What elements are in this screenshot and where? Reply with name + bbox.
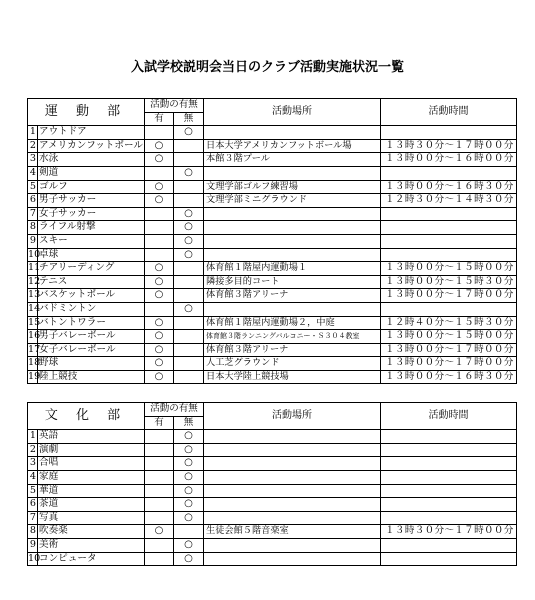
row-number: 6 xyxy=(28,498,38,512)
time-header: 活動時間 xyxy=(381,99,517,126)
row-number: 5 xyxy=(28,484,38,498)
club-name: 水泳 xyxy=(38,153,145,167)
table-row xyxy=(28,248,517,262)
activity-no-mark: ○ xyxy=(174,221,204,235)
table-row xyxy=(28,484,517,498)
activity-yes-mark xyxy=(145,166,174,180)
table-row xyxy=(28,357,517,371)
activity-time xyxy=(381,484,517,498)
activity-time: １２時３０分～１４時３０分 xyxy=(381,194,517,208)
club-name: 合唱 xyxy=(38,457,145,471)
row-number: 13 xyxy=(28,289,38,303)
activity-no-mark: ○ xyxy=(174,166,204,180)
activity-no-mark: ○ xyxy=(174,538,204,552)
row-number: 12 xyxy=(28,275,38,289)
activity-place xyxy=(204,430,381,444)
time-header: 活動時間 xyxy=(381,403,517,430)
activity-place: 体育館１階屋内運動場１ xyxy=(204,262,381,276)
club-name: 吹奏楽 xyxy=(38,525,145,539)
table-row xyxy=(28,262,517,276)
row-number: 9 xyxy=(28,538,38,552)
activity-time: １３時００分～１６時００分 xyxy=(381,153,517,167)
activity-time xyxy=(381,457,517,471)
activity-yes-mark xyxy=(145,470,174,484)
activity-time: １３時００分～１７時００分 xyxy=(381,343,517,357)
activity-no-mark xyxy=(174,370,204,384)
club-name: 女子サッカー xyxy=(38,207,145,221)
club-name: アメリカンフットボール xyxy=(38,139,145,153)
row-number: 5 xyxy=(28,180,38,194)
activity-time xyxy=(381,552,517,566)
activity-no-mark: ○ xyxy=(174,511,204,525)
table-row xyxy=(28,166,517,180)
yes-header: 有 xyxy=(145,416,174,430)
table-row xyxy=(28,139,517,153)
activity-yes-mark xyxy=(145,552,174,566)
row-number: 7 xyxy=(28,207,38,221)
activity-yes-mark: ○ xyxy=(145,289,174,303)
place-header: 活動場所 xyxy=(204,403,381,430)
activity-no-mark xyxy=(174,139,204,153)
activity-yes-mark: ○ xyxy=(145,153,174,167)
activity-time: １３時３０分～１７時００分 xyxy=(381,525,517,539)
club-name: チアリーディング xyxy=(38,262,145,276)
activity-time: １３時００分～１７時００分 xyxy=(381,289,517,303)
activity-yes-mark xyxy=(145,457,174,471)
club-name: バスケットボール xyxy=(38,289,145,303)
table-row xyxy=(28,330,517,344)
activity-time: １３時００分～１５時００分 xyxy=(381,330,517,344)
activity-place: 体育館３階アリーナ xyxy=(204,343,381,357)
activity-place xyxy=(204,498,381,512)
activity-place xyxy=(204,166,381,180)
table-row xyxy=(28,126,517,140)
row-number: 3 xyxy=(28,153,38,167)
activity-place xyxy=(204,443,381,457)
activity-yes-mark xyxy=(145,538,174,552)
club-name: 演劇 xyxy=(38,443,145,457)
activity-yes-no-header: 活動の有無 xyxy=(145,403,204,417)
row-number: 15 xyxy=(28,316,38,330)
activity-no-mark: ○ xyxy=(174,484,204,498)
no-header: 無 xyxy=(174,416,204,430)
culture-section-header: 文 化 部 xyxy=(28,403,145,430)
sports-table-body xyxy=(28,126,517,384)
activity-time: １３時００分～１５時００分 xyxy=(381,262,517,276)
activity-time: １３時００分～１７時００分 xyxy=(381,357,517,371)
activity-no-mark xyxy=(174,525,204,539)
table-row xyxy=(28,430,517,444)
sports-section-header: 運 動 部 xyxy=(28,99,145,126)
table-row xyxy=(28,221,517,235)
activity-yes-mark xyxy=(145,234,174,248)
table-row xyxy=(28,153,517,167)
activity-time xyxy=(381,430,517,444)
no-header: 無 xyxy=(174,112,204,126)
row-number: 10 xyxy=(28,248,38,262)
activity-yes-mark: ○ xyxy=(145,370,174,384)
activity-place: 日本大学アメリカンフットボール場 xyxy=(204,139,381,153)
club-name: 美術 xyxy=(38,538,145,552)
table-row xyxy=(28,316,517,330)
activity-yes-no-header: 活動の有無 xyxy=(145,99,204,113)
club-name: 剣道 xyxy=(38,166,145,180)
activity-time: １３時００分～１６時３０分 xyxy=(381,180,517,194)
activity-yes-mark xyxy=(145,430,174,444)
table-row xyxy=(28,275,517,289)
activity-place: 体育館３階アリーナ xyxy=(204,289,381,303)
club-name: バドミントン xyxy=(38,302,145,316)
activity-time xyxy=(381,207,517,221)
club-name: 男子サッカー xyxy=(38,194,145,208)
row-number: 2 xyxy=(28,139,38,153)
club-name: 卓球 xyxy=(38,248,145,262)
club-name: ゴルフ xyxy=(38,180,145,194)
activity-no-mark xyxy=(174,289,204,303)
activity-yes-mark: ○ xyxy=(145,139,174,153)
activity-yes-mark: ○ xyxy=(145,343,174,357)
activity-place: 体育館３階ランニングバルコニー・Ｓ３０４教室 xyxy=(204,330,381,344)
table-row xyxy=(28,289,517,303)
activity-time xyxy=(381,498,517,512)
activity-time: １２時４０分～１５時３０分 xyxy=(381,316,517,330)
row-number: 4 xyxy=(28,166,38,180)
activity-place xyxy=(204,552,381,566)
row-number: 1 xyxy=(28,430,38,444)
activity-yes-mark xyxy=(145,302,174,316)
activity-yes-mark: ○ xyxy=(145,262,174,276)
activity-place: 人工芝グラウンド xyxy=(204,357,381,371)
activity-no-mark xyxy=(174,194,204,208)
row-number: 2 xyxy=(28,443,38,457)
activity-no-mark xyxy=(174,180,204,194)
activity-no-mark: ○ xyxy=(174,302,204,316)
activity-place xyxy=(204,234,381,248)
activity-time xyxy=(381,470,517,484)
activity-place xyxy=(204,470,381,484)
yes-header: 有 xyxy=(145,112,174,126)
club-name: コンピュータ xyxy=(38,552,145,566)
activity-place: 体育館１階屋内運動場２，中庭 xyxy=(204,316,381,330)
table-row xyxy=(28,511,517,525)
row-number: 17 xyxy=(28,343,38,357)
activity-yes-mark xyxy=(145,498,174,512)
activity-no-mark xyxy=(174,316,204,330)
table-row xyxy=(28,457,517,471)
row-number: 7 xyxy=(28,511,38,525)
activity-yes-mark xyxy=(145,207,174,221)
row-number: 6 xyxy=(28,194,38,208)
activity-place xyxy=(204,207,381,221)
table-row xyxy=(28,370,517,384)
row-number: 8 xyxy=(28,525,38,539)
sports-club-table xyxy=(27,98,517,384)
table-row xyxy=(28,194,517,208)
activity-place: 隣接多目的コート xyxy=(204,275,381,289)
row-number: 1 xyxy=(28,126,38,140)
activity-no-mark xyxy=(174,262,204,276)
club-name: 茶道 xyxy=(38,498,145,512)
row-number: 3 xyxy=(28,457,38,471)
club-name: アウトドア xyxy=(38,126,145,140)
activity-time xyxy=(381,234,517,248)
table-row xyxy=(28,498,517,512)
activity-yes-mark: ○ xyxy=(145,194,174,208)
activity-no-mark xyxy=(174,153,204,167)
activity-time xyxy=(381,166,517,180)
activity-time xyxy=(381,302,517,316)
club-name: テニス xyxy=(38,275,145,289)
row-number: 11 xyxy=(28,262,38,276)
activity-place xyxy=(204,511,381,525)
activity-place: 文理学部ゴルフ練習場 xyxy=(204,180,381,194)
activity-time: １３時３０分～１７時００分 xyxy=(381,139,517,153)
club-name: スキー xyxy=(38,234,145,248)
table-row xyxy=(28,552,517,566)
activity-yes-mark xyxy=(145,443,174,457)
club-name: バトントワラー xyxy=(38,316,145,330)
activity-no-mark: ○ xyxy=(174,470,204,484)
row-number: 9 xyxy=(28,234,38,248)
activity-no-mark xyxy=(174,357,204,371)
table-row xyxy=(28,302,517,316)
activity-yes-mark: ○ xyxy=(145,525,174,539)
table-row xyxy=(28,470,517,484)
activity-no-mark: ○ xyxy=(174,248,204,262)
activity-place xyxy=(204,248,381,262)
club-name: 英語 xyxy=(38,430,145,444)
document-title: 入試学校説明会当日のクラブ活動実施状況一覧 xyxy=(130,60,404,75)
club-name: 男子バレーボール xyxy=(38,330,145,344)
row-number: 4 xyxy=(28,470,38,484)
table-row xyxy=(28,525,517,539)
activity-time xyxy=(381,538,517,552)
club-name: 女子バレーボール xyxy=(38,343,145,357)
activity-no-mark: ○ xyxy=(174,498,204,512)
row-number: 18 xyxy=(28,357,38,371)
activity-no-mark: ○ xyxy=(174,457,204,471)
activity-no-mark xyxy=(174,343,204,357)
activity-place: 生徒会館５階音楽室 xyxy=(204,525,381,539)
club-name: 写真 xyxy=(38,511,145,525)
activity-place xyxy=(204,457,381,471)
activity-yes-mark xyxy=(145,511,174,525)
activity-yes-mark: ○ xyxy=(145,316,174,330)
club-name: ライフル射撃 xyxy=(38,221,145,235)
activity-no-mark: ○ xyxy=(174,207,204,221)
activity-time xyxy=(381,511,517,525)
activity-no-mark: ○ xyxy=(174,234,204,248)
activity-yes-mark: ○ xyxy=(145,275,174,289)
activity-no-mark: ○ xyxy=(174,430,204,444)
activity-place xyxy=(204,221,381,235)
activity-no-mark xyxy=(174,330,204,344)
table-row xyxy=(28,234,517,248)
activity-time xyxy=(381,248,517,262)
club-name: 野球 xyxy=(38,357,145,371)
activity-no-mark: ○ xyxy=(174,126,204,140)
row-number: 10 xyxy=(28,552,38,566)
activity-yes-mark xyxy=(145,248,174,262)
club-name: 華道 xyxy=(38,484,145,498)
table-row xyxy=(28,343,517,357)
activity-place xyxy=(204,484,381,498)
activity-yes-mark xyxy=(145,126,174,140)
activity-time: １３時００分～１５時３０分 xyxy=(381,275,517,289)
activity-place: 本館３階プール xyxy=(204,153,381,167)
row-number: 14 xyxy=(28,302,38,316)
row-number: 19 xyxy=(28,370,38,384)
activity-time: １３時００分～１６時３０分 xyxy=(381,370,517,384)
activity-place xyxy=(204,126,381,140)
culture-club-table xyxy=(27,402,517,566)
activity-no-mark: ○ xyxy=(174,443,204,457)
club-name: 家庭 xyxy=(38,470,145,484)
place-header: 活動場所 xyxy=(204,99,381,126)
row-number: 16 xyxy=(28,330,38,344)
activity-place xyxy=(204,302,381,316)
row-number: 8 xyxy=(28,221,38,235)
activity-place xyxy=(204,538,381,552)
table-row xyxy=(28,538,517,552)
table-row xyxy=(28,180,517,194)
activity-time xyxy=(381,126,517,140)
activity-no-mark: ○ xyxy=(174,552,204,566)
activity-time xyxy=(381,221,517,235)
activity-place: 文理学部ミニグラウンド xyxy=(204,194,381,208)
activity-yes-mark: ○ xyxy=(145,357,174,371)
table-row xyxy=(28,443,517,457)
activity-time xyxy=(381,443,517,457)
activity-yes-mark xyxy=(145,221,174,235)
culture-table-body xyxy=(28,430,517,566)
club-name: 陸上競技 xyxy=(38,370,145,384)
activity-yes-mark: ○ xyxy=(145,330,174,344)
activity-place: 日本大学陸上競技場 xyxy=(204,370,381,384)
activity-yes-mark xyxy=(145,484,174,498)
activity-no-mark xyxy=(174,275,204,289)
table-row xyxy=(28,207,517,221)
activity-yes-mark: ○ xyxy=(145,180,174,194)
